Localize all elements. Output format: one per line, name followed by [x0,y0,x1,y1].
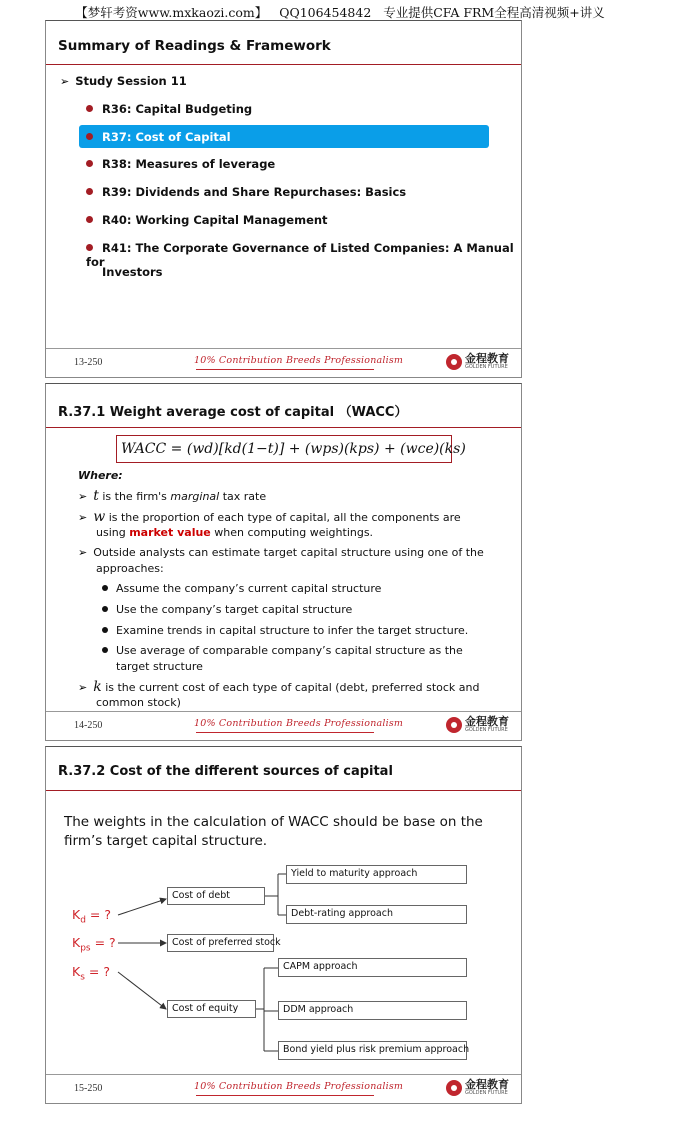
logo-icon [446,1080,462,1096]
slide-title: R.37.1 Weight average cost of capital （WACC） [58,405,408,420]
cost-of-equity-box: Cost of equity [167,1000,256,1018]
k-definition-cont: common stock) [96,696,181,709]
logo: 金程教育 GOLDEN FUTURE [446,716,509,733]
cost-of-preferred-box: Cost of preferred stock [167,934,274,952]
arrow-bullet-icon: ➢ [78,490,88,503]
page-header: 【梦轩考资www.mxkaozi.com】 QQ106454842 专业提供CFA FRM全程高清视频+讲义 [75,5,605,20]
bullet-icon [86,160,93,167]
bullet-icon [86,216,93,223]
approach-item: Examine trends in capital structure to infer the target structure. [102,623,468,639]
list-item-continuation: Investors [102,265,163,279]
bullet-icon [86,105,93,112]
page-number: 13-250 [74,357,103,368]
t-definition: ➢ t is the firm's marginal tax rate [78,488,267,504]
session-heading: ➢ Study Session 11 [60,74,187,88]
logo: 金程教育 GOLDEN FUTURE [446,353,509,370]
ks-arrow [118,972,166,1009]
slide-2 [45,383,522,741]
approach-item: Use average of comparable company’s capital structure as the [102,643,463,659]
debt-rating-box: Debt-rating approach [286,905,467,924]
list-item: R41: The Corporate Governance of Listed Companies: A Manual for [86,241,514,269]
list-item: R39: Dividends and Share Repurchases: Basics [86,185,406,199]
logo: 金程教育 GOLDEN FUTURE [446,1079,509,1096]
k-definition: ➢ k is the current cost of each type of capital (debt, preferred stock and [78,679,480,695]
ks-label: $K_s$ = ? [72,964,110,983]
arrow-bullet-icon: ➢ [78,546,88,559]
slide-1 [45,20,522,378]
title-rule [46,64,521,65]
slogan: 10% Contribution Breeds Professionalism [194,1081,404,1092]
list-item: R40: Working Capital Management [86,213,328,227]
list-item: R38: Measures of leverage [86,157,275,171]
slide-3 [45,746,522,1104]
bullet-icon [102,585,108,591]
arrow-bullet-icon: ➢ [78,681,88,694]
intro-text-cont: firm’s target capital structure. [64,833,268,849]
intro-text: The weights in the calculation of WACC should be base on the [64,814,483,830]
list-item: R36: Capital Budgeting [86,102,252,116]
footer-rule [46,348,521,349]
arrow-bullet-icon: ➢ [78,511,88,524]
slogan-underline [196,732,374,733]
kd-arrow [118,899,166,915]
bullet-icon [102,606,108,612]
w-definition: ➢ w is the proportion of each type of capital, all the components are [78,509,461,525]
page-number: 14-250 [74,720,103,731]
w-definition-cont: using market value when computing weightings. [96,526,374,539]
ddm-approach-box: DDM approach [278,1001,467,1020]
bullet-icon [86,133,93,140]
approach-item-cont: target structure [116,660,203,673]
title-rule [46,427,521,428]
title-rule [46,790,521,791]
slogan-underline [196,369,374,370]
kd-label: $K_d$ = ? [72,907,111,926]
slide-title: Summary of Readings & Framework [58,38,331,54]
bullet-icon [86,188,93,195]
kps-label: $K_{ps}$ = ? [72,935,116,954]
cost-of-debt-box: Cost of debt [167,887,265,905]
outside-analysts-cont: approaches: [96,562,164,575]
wacc-formula: WACC = (wd)[kd(1−t)] + (wps)(kps) + (wce)(ks) [116,435,452,463]
approach-item: Assume the company’s current capital structure [102,581,381,597]
bullet-icon [86,244,93,251]
footer-rule [46,1074,521,1075]
outside-analysts: ➢ Outside analysts can estimate target capital structure using one of the [78,546,484,559]
arrow-bullet-icon: ➢ [60,75,70,88]
bond-yield-approach-box: Bond yield plus risk premium approach [278,1041,467,1060]
where-label: Where: [78,469,123,482]
bullet-icon [102,627,108,633]
equity-branch [256,968,278,1051]
slogan-underline [196,1095,374,1096]
debt-branch [265,874,286,915]
bullet-icon [102,647,108,653]
slide-title: R.37.2 Cost of the different sources of capital [58,764,393,779]
footer-rule [46,711,521,712]
list-item-selected: R37: Cost of Capital [86,130,231,144]
ytm-approach-box: Yield to maturity approach [286,865,467,884]
logo-icon [446,717,462,733]
slogan: 10% Contribution Breeds Professionalism [194,718,404,729]
slogan: 10% Contribution Breeds Professionalism [194,355,404,366]
page-number: 15-250 [74,1083,103,1094]
approach-item: Use the company’s target capital structure [102,602,352,618]
capm-approach-box: CAPM approach [278,958,467,977]
logo-icon [446,354,462,370]
